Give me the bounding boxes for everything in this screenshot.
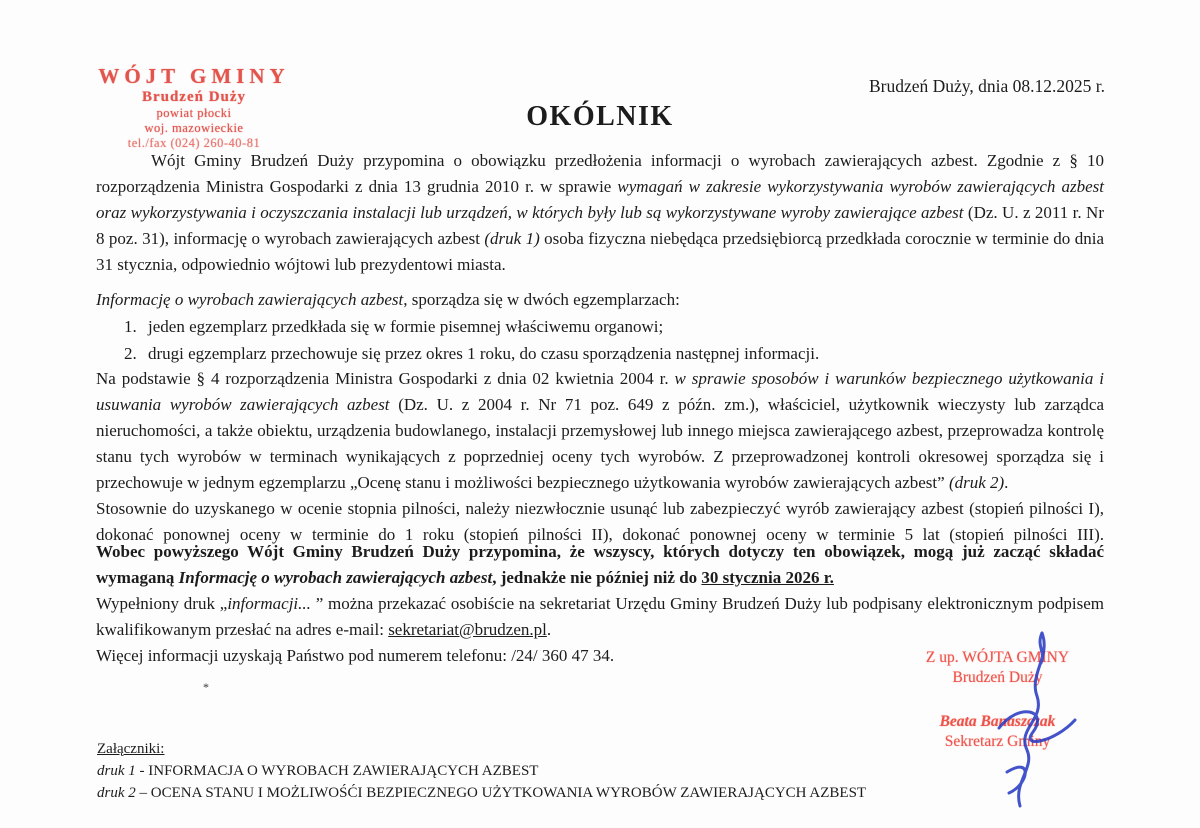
list-item-text: jeden egzemplarz przedkłada się w formie pisemnej właściwemu organowi;: [148, 317, 664, 336]
handwritten-signature-icon: [985, 630, 1105, 815]
stray-mark: *: [203, 680, 209, 694]
sender-phone: tel./fax (024) 260-40-81: [127, 135, 261, 150]
list-item-number: 2.: [124, 344, 137, 363]
signature-on-behalf: Z up. WÓJTA GMINY: [925, 649, 1070, 666]
sender-org-name: WÓJT GMINY: [98, 64, 290, 88]
signature-municipality: Brudzeń Duży: [952, 669, 1043, 687]
paragraph-obligation: Wójt Gminy Brudzeń Duży przypomina o obowiązku przedłożenia informacji o wyrobach zawierających azbest. Zgodnie z § 10 rozporządzenia Ministra Gospodarki z dnia 13 grudnia 2010 r. w sprawie wymagań w zakresie wykorzystywania wyrobów zawierających azbest oraz wykorzystywania i oczyszczania instalacji lub urządzeń, w których były lub są wykorzystywane wyroby zawierające azbest (Dz. U. z 2011 r. Nr 8 poz. 31), informację o wyrobach zawierających azbest (druk 1) osoba fizyczna niebędąca przedsiębiorcą przedkłada corocznie w terminie do dnia 31 stycznia, odpowiednio wójtowi lub prezydentowi miasta.: [96, 151, 1104, 274]
list-item: [96, 313, 1104, 340]
attachments-heading: Załączniki:: [97, 741, 165, 757]
signatory-role: Sekretarz Gminy: [944, 733, 1051, 751]
paragraph-submission: Wypełniony druk „informacji... ” można przekazać osobiście na sekretariat Urzędu Gminy Brudzeń Duży lub podpisany elektronicznym podpisem kwalifikowanym przesłać na adres e-mail: sekretariat@brudzen.pl.: [96, 594, 1104, 639]
signature-stroke: [999, 633, 1075, 806]
sender-municipality: Brudzeń Duży: [141, 88, 247, 105]
dateline: Brudzeń Duży, dnia 08.12.2025 r.: [868, 76, 1105, 96]
paragraph-legal-basis: Na podstawie § 4 rozporządzenia Ministra Gospodarki z dnia 02 kwietnia 2004 r. w sprawie sposobów i warunków bezpiecznego użytkowania i usuwania wyrobów zawierających azbest (Dz. U. z 2004 r. Nr 71 poz. 649 z późn. zm.), właściciel, użytkownik wieczysty lub zarządca nieruchomości, a także obiektu, urządzenia budowlanego, instalacji przemysłowej lub innego miejsca zawierającego azbest, przeprowadza kontrolę stanu tych wyrobów w terminach wynikających z poprzedniej oceny tych wyrobów. Z przeprowadzonej kontroli okresowej sporządza się i przechowuje w jednym egzemplarzu „Ocenę stanu i możliwości bezpiecznego użytkowania wyrobów zawierających azbest” (druk 2).: [96, 369, 1104, 492]
copies-intro: Informację o wyrobach zawierających azbest, sporządza się w dwóch egzemplarzach:: [96, 290, 680, 309]
copies-section: [96, 287, 1104, 367]
sender-district: powiat płocki: [156, 106, 232, 121]
list-item: [96, 340, 1104, 367]
document-title: OKÓLNIK: [526, 101, 674, 132]
paragraph-urgency-grades: Stosownie do uzyskanego w ocenie stopnia pilności, należy niezwłocznie usunąć lub zabezpieczyć wyrób zawierający azbest (stopień pilności I), dokonać ponownej oceny w terminie do 1 roku (stopień pilności II), dokonać ponownej oceny w terminie 5 lat (stopień pilności III).: [96, 499, 1104, 544]
legal-basis-section: [96, 366, 1104, 548]
list-item-number: 1.: [124, 317, 137, 336]
attachments-section: [97, 738, 866, 804]
paragraph-phone-info: Więcej informacji uzyskają Państwo pod numerem telefonu: /24/ 360 47 34.: [96, 646, 615, 665]
attachment-item: druk 1 - INFORMACJA O WYROBACH ZAWIERAJĄCYCH AZBEST: [97, 763, 539, 779]
signatory-name: Beata Banaszczak: [939, 713, 1056, 731]
sender-voivodeship: woj. mazowieckie: [144, 121, 244, 136]
paragraph-deadline: Wobec powyższego Wójt Gminy Brudzeń Duży przypomina, że wszyscy, których dotyczy ten obowiązek, mogą już zacząć składać wymaganą Informację o wyrobach zawierających azbest, jednakże nie później niż do 30 stycznia 2026 r.: [96, 542, 1104, 587]
list-item-text: drugi egzemplarz przechowuje się przez okres 1 roku, do czasu sporządzenia następnej informacji.: [148, 344, 820, 363]
attachment-item: druk 2 – OCENA STANU I MOŻLIWOŚĆI BEZPIECZNEGO UŻYTKOWANIA WYROBÓW ZAWIERAJĄCYCH AZBEST: [97, 785, 867, 801]
